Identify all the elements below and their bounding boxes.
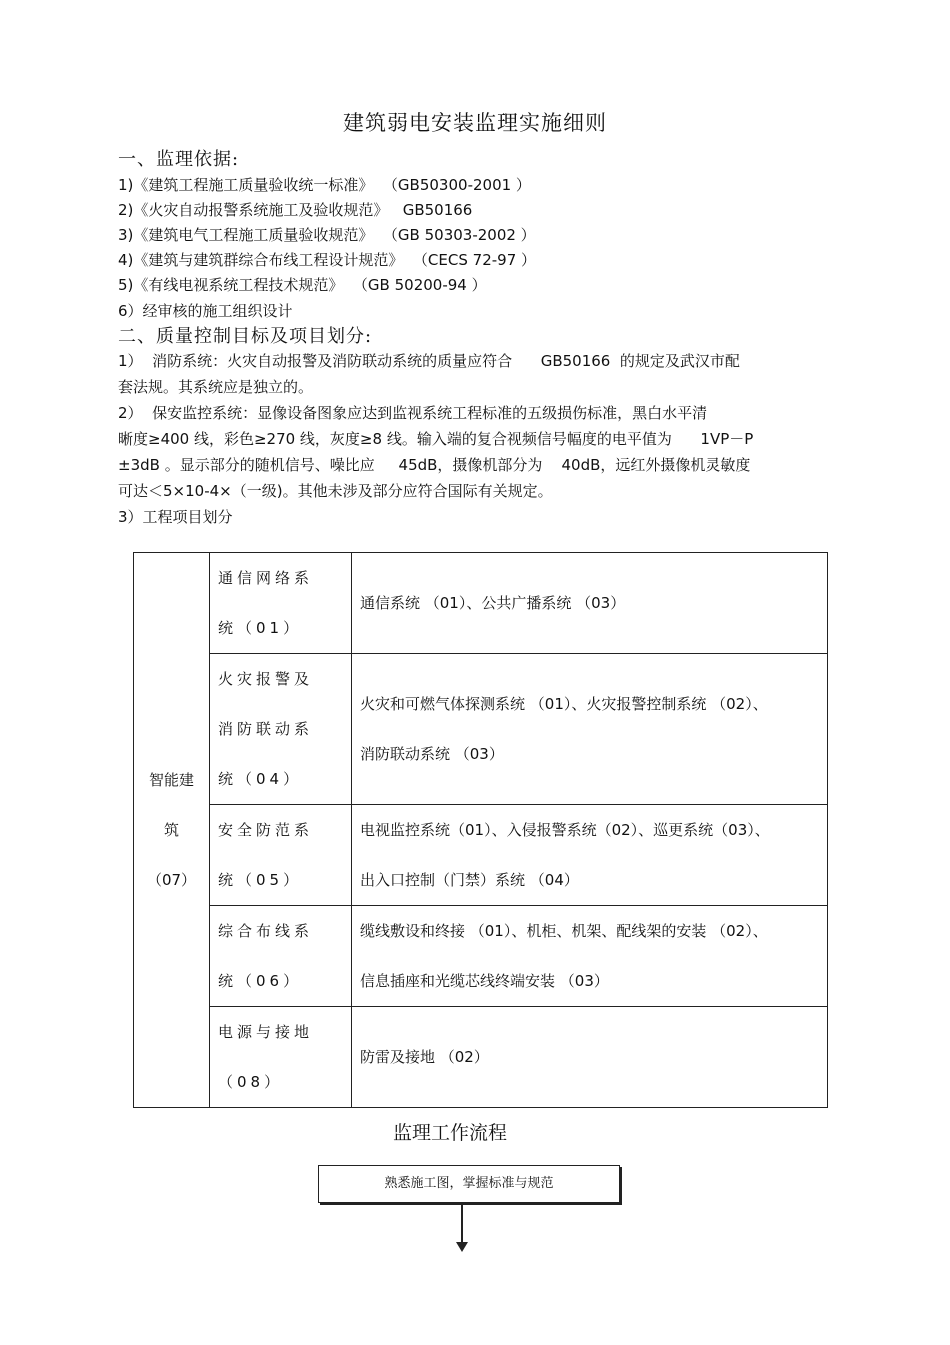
fire-system-paragraph: [118, 348, 858, 400]
paragraph-line: 晰度≥400 线，彩色≥270 线，灰度≥8 线。输入端的复合视频信号幅度的电平值为 1VP－P: [118, 430, 754, 448]
flow-arrow-line: [461, 1203, 463, 1243]
basis-item: 5)《有线电视系统工程技术规范》 （GB 50200-94 ）: [118, 276, 487, 294]
project-division-table: [133, 552, 828, 1108]
system-cell: [210, 1007, 352, 1108]
system-cell: [210, 906, 352, 1007]
system-cell: [210, 805, 352, 906]
system-line: （08）: [218, 1073, 284, 1091]
category-line: （07）: [146, 871, 197, 889]
system-line: 通信网络系: [218, 569, 314, 587]
flow-title: 监理工作流程: [392, 1122, 507, 1144]
subsystem-line: 火灾和可燃气体探测系统 （01）、火灾报警控制系统 （02）、: [360, 695, 768, 713]
table-row: [134, 906, 828, 1007]
system-line: 电源与接地: [218, 1023, 314, 1041]
subsystem-cell: [352, 553, 828, 654]
subsystem-cell: [352, 654, 828, 805]
paragraph-line: 1） 消防系统：火灾自动报警及消防联动系统的质量应符合 GB50166 的规定及武汉市配: [118, 352, 740, 370]
paragraph-line: ±3dB 。显示部分的随机信号、噪比应 45dB，摄像机部分为 40dB，远红外摄像机灵敏度: [118, 456, 751, 474]
subsystem-cell: [352, 805, 828, 906]
system-line: 统（04）: [218, 770, 303, 788]
subsystem-line: 信息插座和光缆芯线终端安装 （03）: [360, 972, 609, 990]
subsystem-line: 防雷及接地 （02）: [360, 1048, 489, 1066]
subsystem-line: 缆线敷设和终接 （01）、机柜、机架、配线架的安装 （02）、: [360, 922, 768, 940]
table-row: [134, 654, 828, 805]
document-title: 建筑弱电安装监理实施细则: [343, 111, 607, 135]
system-line: 统（06）: [218, 972, 303, 990]
system-line: 消防联动系: [218, 720, 314, 738]
paragraph-line: 可达＜5×10-4×（一级)。其他未涉及部分应符合国际有关规定。: [118, 482, 553, 500]
basis-item: 4)《建筑与建筑群综合布线工程设计规范》 （CECS 72-97 ）: [118, 251, 537, 269]
system-line: 统（01）: [218, 619, 303, 637]
system-cell: [210, 654, 352, 805]
subsystem-line: 通信系统 （01）、公共广播系统 （03）: [360, 594, 626, 612]
category-line: 筑: [163, 821, 179, 839]
subsystem-cell: [352, 1007, 828, 1108]
subsystem-line: 消防联动系统 （03）: [360, 745, 504, 763]
category-line: 智能建: [148, 771, 194, 789]
subsystem-line: 出入口控制（门禁）系统 （04）: [360, 871, 579, 889]
basis-item: 1)《建筑工程施工质量验收统一标准》 （GB50300-2001 ）: [118, 176, 531, 194]
table-row: [134, 805, 828, 906]
table-row: [134, 553, 828, 654]
system-cell: [210, 553, 352, 654]
section2-heading: 二、质量控制目标及项目划分:: [118, 326, 373, 347]
arrow-down-icon: [456, 1242, 468, 1252]
table-row: [134, 1007, 828, 1108]
project-division-label: 3）工程项目划分: [118, 508, 233, 526]
system-line: 安全防范系: [218, 821, 314, 839]
security-system-paragraph: [118, 400, 858, 504]
flow-step-box: 熟悉施工图，掌握标准与规范: [318, 1165, 620, 1203]
system-line: 综合布线系: [218, 922, 314, 940]
category-cell: [134, 553, 210, 1108]
paragraph-line: 2） 保安监控系统：显像设备图象应达到监视系统工程标准的五级损伤标准，黑白水平清: [118, 404, 708, 422]
subsystem-cell: [352, 906, 828, 1007]
paragraph-line: 套法规。其系统应是独立的。: [118, 378, 314, 396]
system-line: 火灾报警及: [218, 670, 314, 688]
system-line: 统（05）: [218, 871, 303, 889]
basis-item: 2)《火灾自动报警系统施工及验收规范》 GB50166: [118, 201, 473, 219]
subsystem-line: 电视监控系统（01）、入侵报警系统（02）、巡更系统（03）、: [360, 821, 770, 839]
section1-heading: 一、监理依据:: [118, 149, 240, 170]
basis-item: 6）经审核的施工组织设计: [118, 302, 293, 320]
basis-item: 3)《建筑电气工程施工质量验收规范》 （GB 50303-2002 ）: [118, 226, 536, 244]
